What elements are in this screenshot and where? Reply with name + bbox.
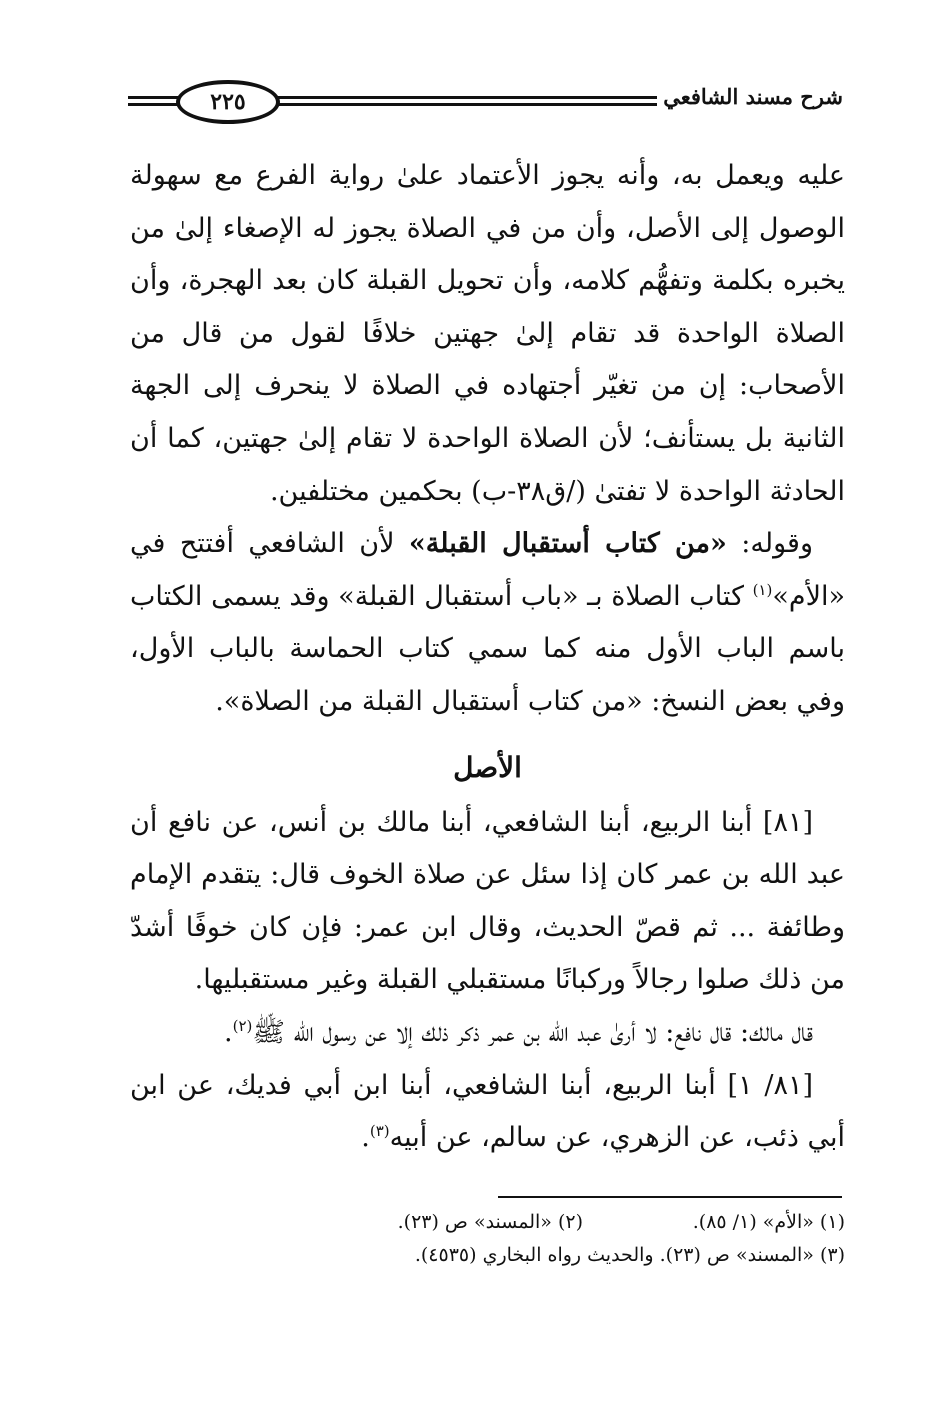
footnote-row [130,1206,845,1239]
paragraph-3: [٨١] أبنا الربيع، أبنا الشافعي، أبنا مالك بن أنس، عن نافع أن عبد الله بن عمر كان إذا سئل عن صلاة الخوف قال: يتقدم الإمام وطائفة ... ثم قصّ الحديث، وقال ابن عمر: فإن كان خوفًا أشدّ من ذلك صلوا رجالاً وركبانًا مستقبلي القبلة وغير مستقبليها. [130,806,845,996]
footnote-2: (٢) «المسند» ص (٢٣). [397,1211,583,1233]
page-header [128,76,843,132]
book-title: شرح مسند الشافعي [657,84,843,109]
paragraph-1: عليه ويعمل به، وأنه يجوز الأعتماد علىٰ رواية الفرع مع سهولة الوصول إلى الأصل، وأن من في الصلاة يجوز له الإصغاء إلىٰ من يخبره بكلمة وتفهُّم كلامه، وأن تحويل القبلة كان بعد الهجرة، وأن الصلاة الواحدة قد تقام إلىٰ جهتين خلافًا لقول من قال من الأصحاب: إن من تغيّر أجتهاده في الصلاة لا ينحرف إلى الجهة الثانية بل يستأنف؛ لأن الصلاة الواحدة لا تقام إلىٰ جهتين، كما أن الحادثة الواحدة لا تفتىٰ (/ق٣٨-ب) بحكمين مختلفين. [130,160,845,507]
section-heading: الأصل [453,750,522,784]
page-number-badge [176,80,280,124]
footnote-ref-1: (١) [752,580,773,599]
p4-text: قال مالك: قال نافع: لا أرىٰ عبد الله بن عمر ذكر ذلك إلا عن رسول الله ﷺ [252,1016,813,1048]
p2-mid: لأن الشافعي أفتتح في «الأم» [130,528,845,612]
footnote-separator [498,1196,842,1198]
footnote-1: (١) «الأم» (١/ ٨٥). [692,1211,845,1233]
page-number: ٢٢٥ [210,89,246,115]
footnote-ref-2: (٢) [232,1016,253,1035]
paragraph-2 [130,518,845,728]
footnote-3: (٣) «المسند» ص (٢٣). والحديث رواه البخاري (٤٥٣٥). [414,1244,845,1266]
footnote-ref-3: (٣) [369,1122,390,1141]
p5-text: [٨١/ ١] أبنا الربيع، أبنا الشافعي، أبنا ابن أبي فديك، عن ابن أبي ذئب، عن الزهري، عن سالم، عن أبيه [130,1069,845,1154]
p2-lead: وقوله: [726,528,813,560]
footnote-row [130,1239,845,1272]
paragraph-5 [130,1060,845,1165]
p4-end: . [224,1016,233,1048]
paragraph-4 [130,1007,845,1060]
p5-end: . [361,1122,370,1154]
p2-quote: «من كتاب أستقبال القبلة» [408,528,727,560]
main-text [130,150,845,1165]
footnotes [130,1206,845,1272]
p2-rest: كتاب الصلاة بـ «باب أستقبال القبلة» وقد يسمى الكتاب باسم الباب الأول منه كما سمي كتاب الحماسة بالباب الأول، وفي بعض النسخ: «من كتاب أستقبال القبلة من الصلاة». [130,580,845,717]
